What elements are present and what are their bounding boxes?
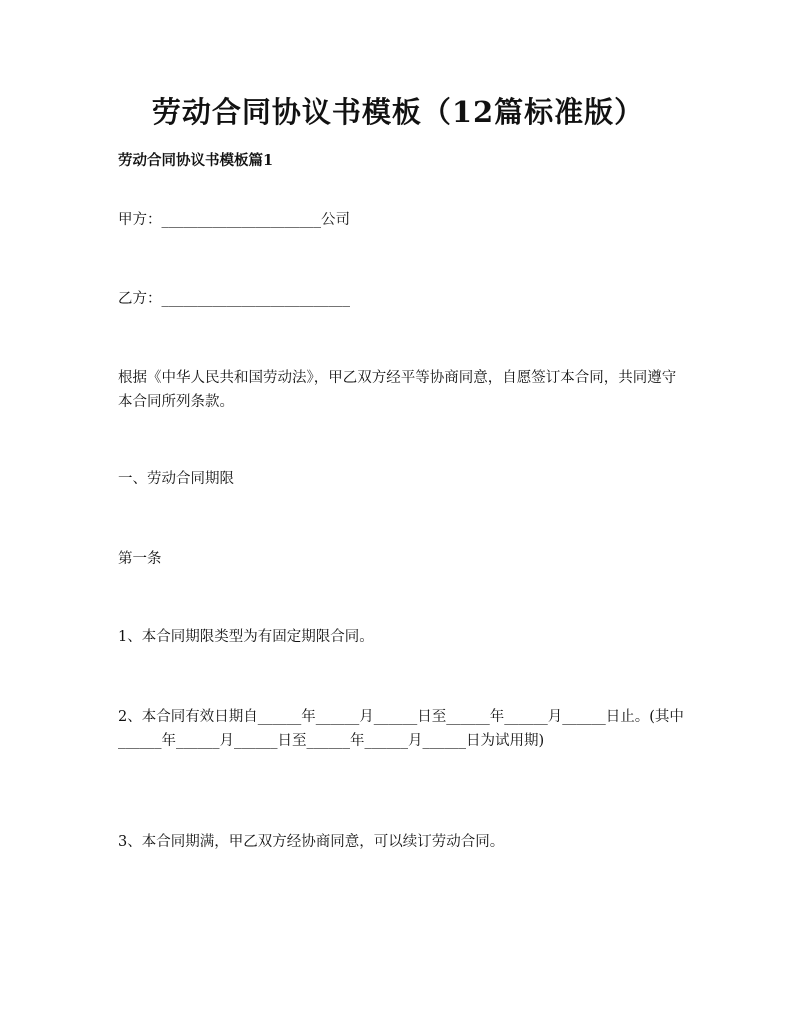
section-subtitle: 劳动合同协议书模板篇1: [118, 152, 274, 169]
clause-2: 2、本合同有效日期自______年______月______日至______年______月______日止。(其中______年______月______日至______年______月______日为试用期): [118, 709, 684, 749]
clause-3: 3、本合同期满，甲乙双方经协商同意，可以续订劳动合同。: [118, 834, 505, 850]
article-heading: 第一条: [118, 551, 162, 567]
clause-1: 1、本合同期限类型为有固定期限合同。: [118, 629, 374, 645]
party-b-line: 乙方：__________________________: [118, 291, 350, 307]
basis-paragraph: 根据《中华人民共和国劳动法》，甲乙双方经平等协商同意，自愿签订本合同，共同遵守本合同所列条款。: [118, 370, 677, 410]
party-a-line: 甲方：______________________公司: [118, 212, 350, 228]
section-heading-term: 一、劳动合同期限: [118, 471, 234, 487]
document-title: 劳动合同协议书模板（12篇标准版）: [151, 95, 645, 129]
